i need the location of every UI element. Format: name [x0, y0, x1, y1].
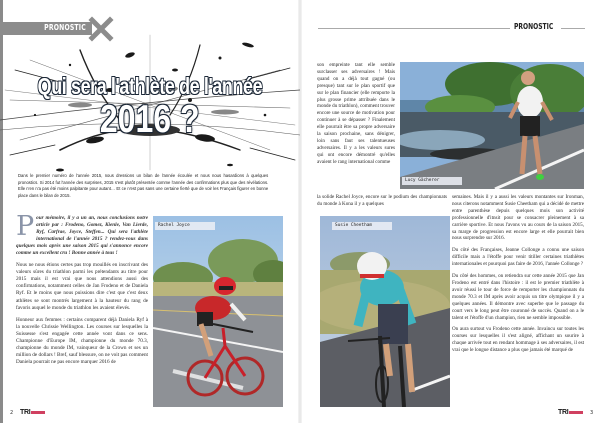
- section-tab: [0, 22, 92, 35]
- magazine-logo-left: [20, 409, 45, 416]
- logo-accent: [31, 411, 45, 414]
- logo-accent: [569, 411, 583, 414]
- photo-caption: Lucy Gächerer: [402, 177, 462, 185]
- photo-rachel-joyce: [153, 216, 283, 407]
- section-label: PRONOSTIC: [514, 22, 554, 31]
- photo-susie-cheetham: [320, 216, 450, 407]
- headline-line2: 2016 ?: [100, 98, 200, 141]
- logo-text: TRI: [558, 409, 569, 416]
- logo-text: TRI: [20, 409, 31, 416]
- section-tab-label: PRONOSTIC: [44, 23, 86, 32]
- body-paragraph: On aura surtout vu Frodeno cette année. Invaincu sur toutes les courses sur lesquelles il s'est aligné, affichant un sourire à chaque arrivée tout en rendant hommage à ses adversaires, il est vrai que le longue distance a plus que jamais été marqué de: [452, 326, 584, 354]
- body-paragraph: Nous ne nous étions certes pas trop mouillés en inscrivant des valeurs sûres du triathlon parmi les prétendants au titre pour 2015 mais il est vrai que nous attendions aussi des confirmations, notamment celles de Jan Frodeno et de Daniela Ryf. Et le moins que nous puissions dire c'est que c'est deux athlètes se sont montrés largement à la hauteur du rang de favoris auquel le monde du triathlon les avaient élevés.: [16, 262, 148, 311]
- header-rule: [318, 28, 510, 29]
- headline-line1: Qui sera l'athlète de l'année: [37, 73, 263, 99]
- photo-lucy-gacherer: [400, 62, 584, 189]
- photo-caption: Rachel Joyce: [155, 222, 215, 230]
- photo-caption: Susie Cheetham: [332, 222, 392, 230]
- lead-text-2: Frodeno, Gomez, Kienle, Van Lierde, Ryf, Carfrae, Joyce, Steffen... Qui sera l'athlète international de l'année 2015 ? rendez-vous dans quelques mois après une saison 2015 qui s'annonce encore comme un excellent cru ! Bonne année à tous !: [16, 222, 148, 257]
- drop-cap: P: [16, 211, 35, 242]
- right-column-1-continued: la solide Rachel Joyce, encore sur le podium des championnats du monde à Kona il y a quelques: [317, 194, 447, 207]
- x-mark-icon: [88, 16, 114, 42]
- right-column-2: [452, 194, 584, 359]
- body-paragraph: semaines. Mais il y a aussi les valeurs montantes sur Ironman, nous citerons notamment Susie Cheetham qui a décidé de mettre entre parenthèse depuis quelques mois son activité professionnelle d'itnsit pour se consacrer pleinement à sa carrière sportive. Et nous l'avons vu au cours de la saison 2015, sa marge de progression est encore large et elle pourrait bien nous surprendre sur 2016.: [452, 194, 584, 242]
- page-number-left: 2: [10, 410, 14, 416]
- lead-text-1: our mémoire, il y a un an, nous conclusions notre article par :: [36, 215, 148, 229]
- headline: [0, 74, 300, 140]
- page-number-right: 3: [590, 410, 594, 416]
- right-column-1: son empreinte tant elle semble surclasser ses adversaires ! Mais quand on a déjà tout gagné (ou presque) tant sur le plan sportif que sur le plan financier (elle remporte la plus grosse prime attribuée dans le monde du triathlon), comment trouver encore une source de motivation pour continuer à se dépasser ? Finalement elle pourrait être sa propre adversaire la saison prochaine, sans dénigrer, loin sans faut ses talentueuses adversaires. Il y a les valeurs sures qui ont encore démontré qu'elles avaient le rang international comme: [317, 62, 395, 165]
- left-body-column: [16, 211, 148, 371]
- body-paragraph: Du côté des hommes, on retiendra sur cette année 2015 que Jan Frodeno est entré dans l'histoire : il est le premier triathlète à avoir réussi le tour de force de remporter les championnats du monde 70.3 et IM après avoir acquis un titre olympique il y a quelques années. Il démontre avec superbe que le passage du court vers le long peut être couronné de succès. Quand on a le talent et l'étoffe d'un champion, rien ne semble impossible.: [452, 273, 584, 321]
- body-paragraph: Honneur aux femmes : certains comparent déjà Daniela Ryf à la nouvelle Chrissie Wellington. Les courses sur lesquelles la Suissesse s'est engagée cette année vont dans ce sens. Championne d'Europe IM, championne du monde 70.3, championne du monde IM, vainqueur de la Crown et ses un million de dollars ! Bref, sauf blessure, on ne voit pas comment Daniela pourrait ne pas encore marquer 2016 de: [16, 316, 148, 365]
- header-rule: [561, 28, 585, 29]
- intro-paragraph: Dans le premier numéro de l'année 2015, nous dressions un bilan de l'année écoulée et nous nous hasardions à quelques pronostics. Si 2014 fut l'année des surprises, 2015 s'est plutôt présentée comme l'année des confirmations plus que des révélations. Elle n'en n'a pas été moins palpitante pour autant… Et ce n'est pas sans une certaine fierté que de voir les Français figurer en bonne place dans le bilan de 2015.: [18, 173, 269, 199]
- body-paragraph: Du côté des Françaises, Jeanne Collonge a connu une saison difficile mais a l'étoffe pour venir titiller certaines triathlètes internationales et pourquoi pas faire de 2016, l'année Collonge ?: [452, 247, 584, 268]
- page-gutter: [298, 0, 302, 423]
- magazine-logo-right: [558, 409, 583, 416]
